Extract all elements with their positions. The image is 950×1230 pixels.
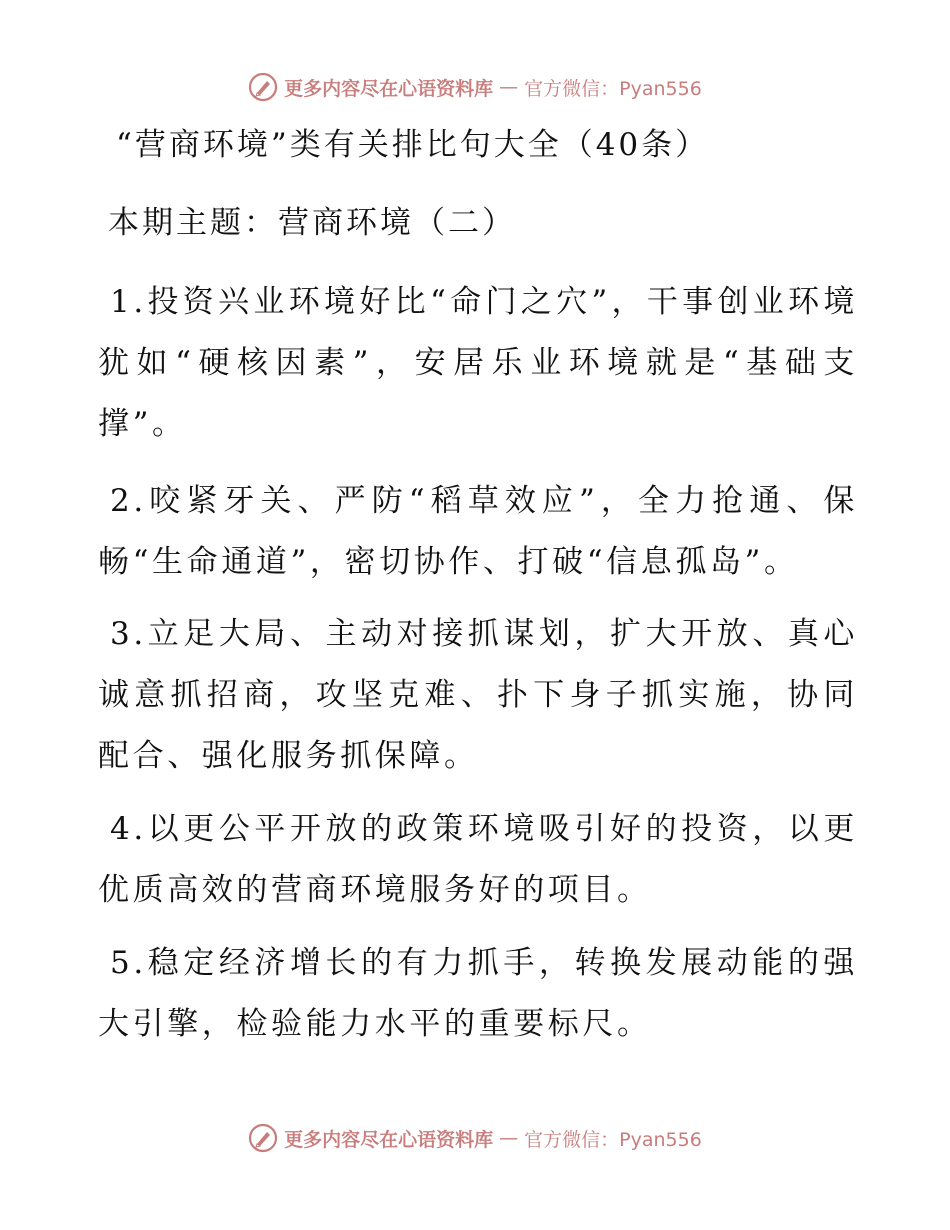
item-text: 投资兴业环境好比“命门之穴”，干事创业环境犹如“硬核因素”，安居乐业环境就是“基础支撑”。 — [98, 284, 858, 442]
document-subtitle: 本期主题：营商环境（二） — [108, 205, 516, 241]
item-number: 3. — [110, 616, 147, 652]
item-number: 1. — [110, 284, 147, 320]
item-text: 立足大局、主动对接抓谋划，扩大开放、真心诚意抓招商，攻坚克难、扑下身子抓实施，协同配合、强化服务抓保障。 — [98, 616, 858, 774]
list-item — [98, 272, 858, 455]
item-text: 稳定经济增长的有力抓手，转换发展动能的强大引擎，检验能力水平的重要标尺。 — [98, 945, 858, 1042]
list-item — [98, 799, 858, 921]
footer-watermark — [0, 1123, 950, 1153]
watermark-text: 更多内容尽在心语资料库 — [284, 77, 494, 100]
watermark-separator: — — [499, 1127, 519, 1149]
item-number: 2. — [110, 483, 147, 519]
document-body — [98, 120, 858, 1055]
header-watermark — [0, 72, 950, 102]
pen-logo-icon — [248, 72, 278, 102]
item-number: 4. — [110, 811, 147, 847]
list-item — [98, 604, 858, 787]
list-item — [98, 933, 858, 1055]
watermark-wechat: 官方微信：Pyan556 — [524, 77, 702, 100]
watermark-wechat: 官方微信：Pyan556 — [524, 1128, 702, 1151]
document-title: “营商环境”类有关排比句大全（40条） — [116, 127, 710, 163]
item-number: 5. — [110, 945, 147, 981]
watermark-text: 更多内容尽在心语资料库 — [284, 1128, 494, 1151]
watermark-separator: — — [499, 76, 519, 98]
list-item — [98, 471, 858, 593]
pen-logo-icon — [248, 1123, 278, 1153]
item-text: 咬紧牙关、严防“稻草效应”，全力抢通、保畅“生命通道”，密切协作、打破“信息孤岛”。 — [98, 483, 858, 580]
item-text: 以更公平开放的政策环境吸引好的投资，以更优质高效的营商环境服务好的项目。 — [98, 811, 858, 908]
